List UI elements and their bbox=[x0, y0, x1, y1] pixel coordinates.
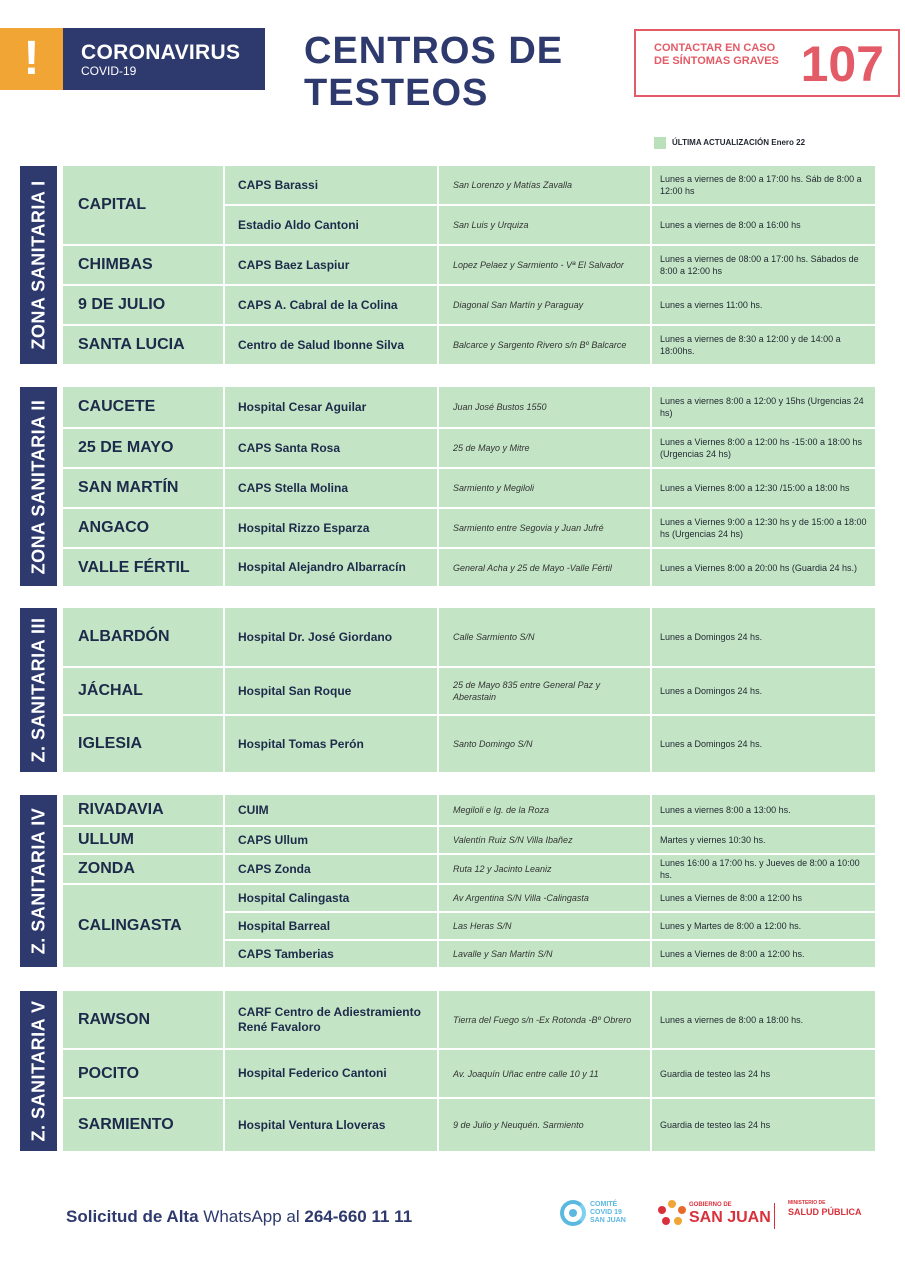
place-name: CAPS A. Cabral de la Colina bbox=[238, 297, 398, 312]
address-cell bbox=[437, 1050, 650, 1097]
hours-cell bbox=[650, 166, 875, 204]
address-text: Santo Domingo S/N bbox=[453, 739, 533, 749]
place-name: CAPS Tamberias bbox=[238, 946, 334, 961]
zone-label bbox=[20, 166, 57, 364]
zone-section bbox=[20, 166, 875, 364]
place-cell bbox=[223, 206, 437, 244]
address-text: Sarmiento entre Segovia y Juan Jufré bbox=[453, 523, 604, 533]
place-cell bbox=[223, 166, 437, 204]
hours-text: Guardia de testeo las 24 hs bbox=[660, 1120, 771, 1130]
address-cell bbox=[437, 286, 650, 324]
place-name: Estadio Aldo Cantoni bbox=[238, 217, 359, 232]
whatsapp-number: 264-660 11 11 bbox=[304, 1207, 413, 1226]
city-name: JÁCHAL bbox=[78, 682, 143, 699]
address-cell bbox=[437, 429, 650, 467]
discharge-request-line: Solicitud de Alta WhatsApp al 264-660 11 11 bbox=[66, 1207, 413, 1226]
address-text: Juan José Bustos 1550 bbox=[453, 402, 547, 412]
hours-cell bbox=[650, 716, 875, 772]
place-cell bbox=[223, 608, 437, 666]
city-name: SARMIENTO bbox=[78, 1116, 174, 1133]
zone-table bbox=[63, 991, 875, 1151]
place-cell bbox=[223, 668, 437, 714]
city-name: ZONDA bbox=[78, 860, 135, 877]
city-cell bbox=[63, 1048, 223, 1097]
address-text: Calle Sarmiento S/N bbox=[453, 632, 535, 642]
hours-text: Lunes a Viernes 8:00 a 20:00 hs (Guardia 24 hs.) bbox=[660, 562, 857, 573]
address-cell bbox=[437, 549, 650, 586]
zone-section bbox=[20, 795, 875, 967]
zone-label-text: Z. SANITARIA IV bbox=[28, 807, 48, 955]
place-name: Hospital Calingasta bbox=[238, 890, 350, 905]
hours-cell bbox=[650, 668, 875, 714]
place-name: Centro de Salud Ibonne Silva bbox=[238, 337, 405, 352]
hours-cell bbox=[650, 885, 875, 911]
address-text: Lopez Pelaez y Sarmiento - Vª El Salvador bbox=[453, 260, 624, 270]
address-text: 25 de Mayo y Mitre bbox=[453, 443, 530, 453]
hours-text: Lunes a viernes 8:00 a 13:00 hs. bbox=[660, 805, 791, 815]
city-cell bbox=[63, 1097, 223, 1151]
contact-number: 107 bbox=[800, 36, 884, 92]
address-cell bbox=[437, 509, 650, 547]
address-text: Valentín Ruiz S/N Villa Ibañez bbox=[453, 835, 573, 845]
city-name: SAN MARTÍN bbox=[78, 479, 179, 496]
hours-cell bbox=[650, 246, 875, 284]
city-cell bbox=[63, 991, 223, 1048]
city-cell bbox=[63, 427, 223, 467]
address-text: 9 de Julio y Neuquén. Sarmiento bbox=[453, 1120, 584, 1130]
place-cell bbox=[223, 991, 437, 1048]
address-text: General Acha y 25 de Mayo -Valle Fértil bbox=[453, 562, 612, 573]
hours-text: Lunes a Viernes de 8:00 a 12:00 hs bbox=[660, 893, 802, 903]
address-cell bbox=[437, 166, 650, 204]
zone-label bbox=[20, 387, 57, 586]
ministerio-salud-logo: MINISTERIO DE SALUD PÚBLICA bbox=[788, 1200, 862, 1217]
place-name: Hospital Barreal bbox=[238, 918, 331, 933]
place-cell bbox=[223, 1050, 437, 1097]
address-cell bbox=[437, 246, 650, 284]
sun-logo-icon bbox=[658, 1200, 686, 1228]
hours-cell bbox=[650, 913, 875, 939]
city-cell bbox=[63, 825, 223, 853]
hours-cell bbox=[650, 509, 875, 547]
address-cell bbox=[437, 885, 650, 911]
address-cell bbox=[437, 716, 650, 772]
hours-cell bbox=[650, 206, 875, 244]
city-cell bbox=[63, 166, 223, 244]
city-name: 9 DE JULIO bbox=[78, 296, 166, 313]
place-cell bbox=[223, 1099, 437, 1151]
hours-cell bbox=[650, 827, 875, 853]
address-cell bbox=[437, 941, 650, 967]
hours-text: Lunes 16:00 a 17:00 hs. y Jueves de 8:00 a 10:00 hs. bbox=[660, 858, 860, 880]
zone-label-text: Z. SANITARIA III bbox=[28, 617, 48, 763]
hours-cell bbox=[650, 286, 875, 324]
city-name: IGLESIA bbox=[78, 735, 143, 752]
address-text: San Luis y Urquiza bbox=[453, 220, 529, 230]
hours-text: Lunes a Viernes 8:00 a 12:30 /15:00 a 18:00 hs bbox=[660, 483, 850, 493]
zone-label bbox=[20, 608, 57, 772]
place-name: CAPS Santa Rosa bbox=[238, 440, 341, 455]
hours-text: Lunes a Viernes de 8:00 a 12:00 hs. bbox=[660, 949, 805, 959]
hours-text: Lunes a Domingos 24 hs. bbox=[660, 686, 763, 696]
zone-label-text: Z. SANITARIA V bbox=[28, 1000, 48, 1142]
city-cell bbox=[63, 507, 223, 547]
city-cell bbox=[63, 547, 223, 586]
hours-text: Lunes a viernes 11:00 hs. bbox=[660, 300, 763, 310]
hours-cell bbox=[650, 387, 875, 427]
hours-text: Guardia de testeo las 24 hs bbox=[660, 1068, 771, 1079]
place-cell bbox=[223, 549, 437, 586]
address-text: 25 de Mayo 835 entre General Paz y Aberastain bbox=[453, 680, 601, 702]
address-text: Tierra del Fuego s/n -Ex Rotonda -Bº Obrero bbox=[453, 1014, 632, 1025]
hours-text: Lunes a viernes de 8:00 a 17:00 hs. Sáb de 8:00 a 12:00 hs bbox=[660, 174, 862, 196]
place-name: Hospital Tomas Perón bbox=[238, 736, 364, 751]
city-cell bbox=[63, 666, 223, 714]
place-cell bbox=[223, 827, 437, 853]
address-cell bbox=[437, 795, 650, 825]
address-cell bbox=[437, 206, 650, 244]
city-name: CAUCETE bbox=[78, 398, 156, 415]
place-name: CARF Centro de Adiestramiento René Favaloro bbox=[238, 1004, 421, 1034]
hours-cell bbox=[650, 855, 875, 883]
gobierno-san-juan-logo: GOBIERNO DE SAN JUAN bbox=[658, 1200, 771, 1228]
update-legend bbox=[654, 137, 805, 149]
zone-label-text: ZONA SANITARIA II bbox=[28, 399, 48, 574]
zone-label-text: ZONA SANITARIA I bbox=[28, 180, 48, 350]
address-text: Av. Joaquín Uñac entre calle 10 y 11 bbox=[453, 1068, 599, 1079]
city-name: RAWSON bbox=[78, 1010, 150, 1028]
place-name: Hospital Ventura Lloveras bbox=[238, 1117, 386, 1132]
address-text: Megiloli e Ig. de la Roza bbox=[453, 805, 550, 815]
city-name: CAPITAL bbox=[78, 196, 147, 213]
comite-covid-logo: COMITÉ COVID 19 SAN JUAN bbox=[560, 1200, 626, 1226]
place-cell bbox=[223, 509, 437, 547]
place-name: CAPS Barassi bbox=[238, 177, 319, 192]
zone-section bbox=[20, 387, 875, 586]
hours-text: Lunes a viernes de 8:30 a 12:00 y de 14:00 a 18:00hs. bbox=[660, 334, 841, 356]
hours-cell bbox=[650, 1099, 875, 1151]
hours-text: Lunes y Martes de 8:00 a 12:00 hs. bbox=[660, 921, 802, 931]
address-cell bbox=[437, 469, 650, 507]
city-name: ALBARDÓN bbox=[78, 628, 170, 645]
address-cell bbox=[437, 326, 650, 364]
comite-logo-icon bbox=[560, 1200, 586, 1226]
hours-cell bbox=[650, 549, 875, 586]
hours-cell bbox=[650, 326, 875, 364]
place-cell bbox=[223, 885, 437, 911]
hours-cell bbox=[650, 429, 875, 467]
city-cell bbox=[63, 883, 223, 967]
hours-text: Lunes a viernes de 08:00 a 17:00 hs. Sábados de 8:00 a 12:00 hs bbox=[660, 254, 859, 276]
place-cell bbox=[223, 326, 437, 364]
place-name: Hospital Rizzo Esparza bbox=[238, 520, 370, 535]
hours-text: Lunes a Viernes 8:00 a 12:00 hs -15:00 a 18:00 hs (Urgencias 24 hs) bbox=[660, 437, 862, 459]
city-name: ULLUM bbox=[78, 831, 134, 848]
place-cell bbox=[223, 855, 437, 883]
place-name: Hospital San Roque bbox=[238, 683, 352, 698]
zone-label bbox=[20, 795, 57, 967]
hours-cell bbox=[650, 941, 875, 967]
zone-table bbox=[63, 166, 875, 364]
place-cell bbox=[223, 387, 437, 427]
place-cell bbox=[223, 913, 437, 939]
address-cell bbox=[437, 1099, 650, 1151]
city-name: SANTA LUCIA bbox=[78, 336, 185, 353]
zone-table bbox=[63, 608, 875, 772]
place-name: CAPS Baez Laspiur bbox=[238, 257, 350, 272]
zone-label bbox=[20, 991, 57, 1151]
hours-text: Lunes a Domingos 24 hs. bbox=[660, 632, 763, 642]
city-name: 25 DE MAYO bbox=[78, 439, 174, 456]
address-cell bbox=[437, 913, 650, 939]
city-cell bbox=[63, 244, 223, 284]
address-cell bbox=[437, 855, 650, 883]
hours-cell bbox=[650, 795, 875, 825]
city-name: CALINGASTA bbox=[78, 917, 182, 934]
hours-text: Lunes a viernes 8:00 a 12:00 y 15hs (Urgencias 24 hs) bbox=[660, 396, 864, 418]
city-cell bbox=[63, 795, 223, 825]
hours-text: Lunes a Domingos 24 hs. bbox=[660, 739, 763, 749]
city-cell bbox=[63, 714, 223, 772]
city-cell bbox=[63, 467, 223, 507]
address-text: Balcarce y Sargento Rivero s/n Bº Balcarce bbox=[453, 340, 627, 350]
brand-banner bbox=[63, 28, 265, 90]
address-cell bbox=[437, 668, 650, 714]
zone-table bbox=[63, 795, 875, 967]
place-name: Hospital Dr. José Giordano bbox=[238, 629, 393, 644]
brand-subtitle: COVID-19 bbox=[81, 64, 137, 78]
address-cell bbox=[437, 991, 650, 1048]
place-name: Hospital Alejandro Albarracín bbox=[238, 560, 406, 574]
place-cell bbox=[223, 246, 437, 284]
city-cell bbox=[63, 853, 223, 883]
hours-text: Lunes a viernes de 8:00 a 18:00 hs. bbox=[660, 1014, 804, 1025]
city-name: CHIMBAS bbox=[78, 256, 153, 273]
place-cell bbox=[223, 941, 437, 967]
city-name: POCITO bbox=[78, 1064, 140, 1082]
place-cell bbox=[223, 795, 437, 825]
address-text: Las Heras S/N bbox=[453, 921, 512, 931]
city-cell bbox=[63, 387, 223, 427]
address-text: Ruta 12 y Jacinto Leaniz bbox=[453, 864, 552, 874]
hours-cell bbox=[650, 469, 875, 507]
emergency-contact-box bbox=[634, 29, 900, 97]
address-text: Sarmiento y Megiloli bbox=[453, 483, 535, 493]
address-cell bbox=[437, 827, 650, 853]
place-name: CAPS Zonda bbox=[238, 861, 311, 876]
logo-divider bbox=[774, 1203, 775, 1229]
warning-icon: ! bbox=[0, 28, 63, 90]
address-text: Lavalle y San Martín S/N bbox=[453, 949, 553, 959]
place-cell bbox=[223, 429, 437, 467]
place-cell bbox=[223, 716, 437, 772]
place-name: Hospital Federico Cantoni bbox=[238, 1066, 387, 1080]
city-name: ANGACO bbox=[78, 519, 150, 536]
zone-section bbox=[20, 991, 875, 1151]
city-cell bbox=[63, 608, 223, 666]
contact-label: CONTACTAR EN CASO DE SÍNTOMAS GRAVES bbox=[654, 42, 779, 67]
hours-text: Martes y viernes 10:30 hs. bbox=[660, 835, 766, 845]
legend-swatch bbox=[654, 137, 666, 149]
place-cell bbox=[223, 286, 437, 324]
address-text: San Lorenzo y Matías Zavalla bbox=[453, 180, 573, 190]
hours-cell bbox=[650, 1050, 875, 1097]
city-name: RIVADAVIA bbox=[78, 801, 164, 818]
hours-text: Lunes a viernes de 8:00 a 16:00 hs bbox=[660, 220, 801, 230]
address-text: Av Argentina S/N Villa -Calingasta bbox=[453, 893, 589, 903]
zone-table bbox=[63, 387, 875, 586]
place-cell bbox=[223, 469, 437, 507]
place-name: CAPS Stella Molina bbox=[238, 480, 349, 495]
place-name: Hospital Cesar Aguilar bbox=[238, 399, 367, 414]
brand-title: CORONAVIRUS bbox=[81, 41, 241, 64]
address-cell bbox=[437, 387, 650, 427]
address-cell bbox=[437, 608, 650, 666]
city-cell bbox=[63, 324, 223, 364]
hours-text: Lunes a Viernes 9:00 a 12:30 hs y de 15:00 a 18:00 hs (Urgencias 24 hs) bbox=[660, 517, 867, 539]
place-name: CAPS Ullum bbox=[238, 832, 309, 847]
hours-cell bbox=[650, 991, 875, 1048]
city-name: VALLE FÉRTIL bbox=[78, 558, 190, 576]
zone-section bbox=[20, 608, 875, 772]
page-title: CENTROS DE TESTEOS bbox=[304, 30, 564, 114]
city-cell bbox=[63, 284, 223, 324]
address-text: Diagonal San Martín y Paraguay bbox=[453, 300, 584, 310]
hours-cell bbox=[650, 608, 875, 666]
place-name: CUIM bbox=[238, 802, 269, 817]
legend-text: ÚLTIMA ACTUALIZACIÓN Enero 22 bbox=[672, 138, 806, 147]
